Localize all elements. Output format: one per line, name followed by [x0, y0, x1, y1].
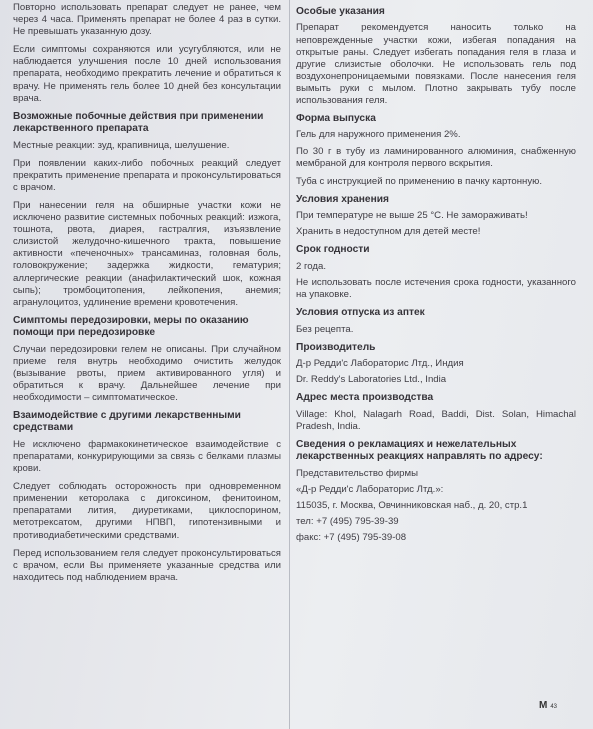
storage-children-text: Хранить в недоступном для детей месте!: [296, 226, 481, 238]
pharmacokinetic-text: Не исключено фармакокинетическое взаимодействие с препаратами, конкурирующими за связь с белками плазмы крови.: [13, 438, 281, 475]
print-code-letter: M: [538, 700, 548, 711]
special-instructions-heading: Особые указания: [296, 6, 385, 17]
side-effects-action-text: При появлении каких-либо побочных реакций следует прекратить применение препарата и проконсультироваться с врачом.: [13, 157, 281, 193]
systemic-reactions-text: При нанесении геля на обширные участки кожи не исключено развитие системных побочных реакций: изжога, тошнота, рвота, диарея, гастралгия, изъязвление слизистой желудочно-кишечного тракта, повышение активности «печеночных» трансаминаз, головная боль, головокружение; задержка жидкости, гематурия; аллергические реакции (анафилактический шок, кожная сыпь); тромбоцитопения, лейкопения, анемия; агранулоцитоз, удлинение времени кровотечения.: [13, 199, 281, 308]
storage-heading: Условия хранения: [296, 193, 389, 205]
production-address-text: Village: Khol, Nalagarh Road, Baddi, Dist. Solan, Himachal Pradesh, India.: [296, 408, 576, 432]
production-address-heading: Адрес места производства: [296, 392, 434, 404]
print-code-mark: [539, 700, 557, 711]
dosage-repeat-text: Повторно использовать препарат следует не ранее, чем через 4 часа. Применять препарат не более 4 раз в сутки. Не превышать указанную дозу.: [13, 2, 281, 38]
dispensing-heading: Условия отпуска из аптек: [296, 307, 425, 319]
side-effects-heading: Возможные побочные действия при применении лекарственного препарата: [13, 110, 264, 135]
special-instructions-text: Препарат рекомендуется наносить только на неповрежденные участки кожи, избегая попадания на открытые раны. Следует избегать попадания геля в глаза и другие слизистые оболочки. Не использовать гель под воздухонепроницаемыми повязками. После нанесения геля вымыть руки с мылом. Плотно закрывать тубу после использования геля.: [296, 22, 576, 106]
expiry-warning-text: Не использовать после истечения срока годности, указанного на упаковке.: [296, 276, 576, 301]
right-column: [296, 2, 576, 548]
company-name-text: «Д-р Редди'с Лабораторис Лтд.»:: [296, 483, 444, 495]
gel-form-text: Гель для наружного применения 2%.: [296, 129, 461, 141]
representative-text: Представительство фирмы: [296, 467, 418, 479]
overdose-heading: Симптомы передозировки, меры по оказанию помощи при передозировке: [13, 314, 249, 339]
interaction-heading: Взаимодействие с другими лекарственными средствами: [13, 410, 241, 434]
symptoms-persist-text: Если симптомы сохраняются или усугубляются, или не наблюдается улучшения после 10 дней использования препарата, необходимо прекратить лечение и обратиться к врачу. Не применять гель более 10 дней без консультации врача.: [13, 44, 281, 104]
print-code-number: 43: [550, 704, 557, 710]
dispensing-text: Без рецепта.: [296, 323, 354, 335]
fax-text: факс: +7 (495) 795-39-08: [296, 532, 407, 543]
company-address-text: 115035, г. Москва, Овчинниковская наб., д. 20, стр.1: [296, 499, 528, 511]
phone-text: тел: +7 (495) 795-39-39: [296, 515, 399, 527]
package-text: Туба с инструкцией по применению в пачку картонную.: [296, 175, 543, 187]
local-reactions-text: Местные реакции: зуд, крапивница, шелушение.: [13, 139, 230, 151]
shelf-life-heading: Срок годности: [296, 244, 370, 256]
manufacturer-en-text: Dr. Reddy's Laboratories Ltd., India: [296, 374, 447, 386]
manufacturer-heading: Производитель: [296, 341, 376, 353]
caution-text: Следует соблюдать осторожность при одновременном применении кеторолака с дигоксином, фенитоином, препаратами лития, диуретиками, циклоспорином, метотрексатом, другими НПВП, гипотензивными и противодиабетическими средствами.: [13, 481, 281, 541]
left-column: [13, 2, 281, 590]
consult-doctor-text: Перед использованием геля следует проконсультироваться с врачом, если Вы применяете указанные средства или находитесь под наблюдением врача.: [13, 547, 281, 583]
shelf-life-text: 2 года.: [296, 260, 327, 272]
column-divider: [289, 0, 290, 729]
overdose-text: Случаи передозировки гелем не описаны. При случайном приеме геля внутрь необходимо очистить желудок (вызывание рвоты, прием активированного угля) и обратиться к врачу. Дальнейшее лечение при необходимости – симптоматическое.: [13, 343, 281, 403]
tube-description-text: По 30 г в тубу из ламинированного алюминия, снабженную мембраной для контроля первого вскрытия.: [296, 145, 576, 169]
manufacturer-ru-text: Д-р Редди'с Лабораторис Лтд., Индия: [296, 358, 464, 370]
complaints-heading: Сведения о рекламациях и нежелательных лекарственных реакциях направлять по адресу:: [296, 438, 543, 463]
release-form-heading: Форма выпуска: [296, 113, 376, 125]
storage-temperature-text: При температуре не выше 25 °С. Не замораживать!: [296, 210, 528, 222]
